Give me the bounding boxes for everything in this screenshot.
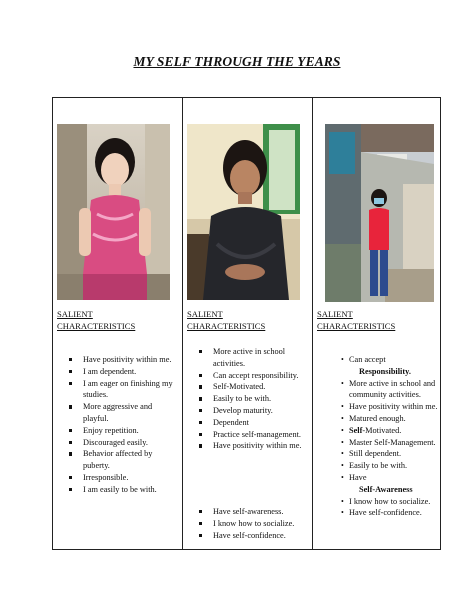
list-item: Can accept responsibility. bbox=[189, 370, 309, 382]
column-3-heading: SALIENT CHARACTERISTICS bbox=[317, 309, 396, 331]
item-text: Have bbox=[349, 472, 367, 482]
list-item: More aggressive and playful. bbox=[59, 401, 177, 425]
item-text: I know how to socialize. bbox=[349, 496, 431, 506]
list-item bbox=[341, 437, 439, 449]
column-3-list bbox=[341, 354, 439, 519]
list-item: Easily to be with. bbox=[189, 393, 309, 405]
item-text: Have self-confidence. bbox=[349, 508, 422, 518]
present-photo bbox=[325, 124, 434, 302]
column-2-list bbox=[189, 346, 309, 452]
list-item bbox=[341, 472, 439, 496]
column-teen bbox=[182, 98, 312, 549]
column-childhood bbox=[53, 98, 182, 549]
list-item: Have positivity within me. bbox=[59, 354, 177, 366]
list-item bbox=[341, 425, 439, 437]
column-2-list-b bbox=[189, 506, 309, 541]
teen-photo bbox=[187, 124, 300, 300]
column-1-list bbox=[59, 354, 177, 496]
list-item bbox=[341, 354, 439, 378]
list-item bbox=[341, 378, 439, 402]
item-text: -Motivated. bbox=[362, 425, 402, 435]
list-item: I am easily to be with. bbox=[59, 484, 177, 496]
column-present bbox=[312, 98, 440, 549]
list-item bbox=[341, 496, 439, 508]
list-item: Irresponsible. bbox=[59, 472, 177, 484]
childhood-photo bbox=[57, 124, 170, 300]
item-text: Have positivity within me. bbox=[349, 402, 438, 412]
item-text: . bbox=[408, 366, 411, 376]
item-text: More active in school and community activities. bbox=[349, 378, 436, 400]
item-text: Still dependent. bbox=[349, 449, 402, 459]
item-text: Can accept bbox=[349, 355, 386, 364]
list-item: Develop maturity. bbox=[189, 405, 309, 417]
item-text: Matured enough. bbox=[349, 413, 406, 423]
list-item bbox=[341, 507, 439, 519]
list-item: Have self-awareness. bbox=[189, 506, 309, 518]
item-bold-text: Self bbox=[349, 425, 363, 435]
list-item: I know how to socialize. bbox=[189, 518, 309, 530]
item-bold-text: Responsibility. bbox=[359, 366, 411, 376]
list-item: Practice self-management. bbox=[189, 429, 309, 441]
list-item: More active in school activities. bbox=[189, 346, 309, 370]
page-title: MY SELF THROUGH THE YEARS bbox=[133, 54, 341, 69]
list-item: Have positivity within me. bbox=[189, 440, 309, 452]
list-item: Enjoy repetition. bbox=[59, 425, 177, 437]
list-item: Self-Motivated. bbox=[189, 381, 309, 393]
list-item bbox=[341, 460, 439, 472]
column-1-heading: SALIENT CHARACTERISTICS bbox=[57, 309, 136, 331]
list-item bbox=[341, 401, 439, 413]
characteristics-table bbox=[52, 97, 441, 550]
list-item: Have self-confidence. bbox=[189, 530, 309, 542]
item-text: Easily to be with. bbox=[349, 461, 408, 471]
list-item: Discouraged easily. bbox=[59, 437, 177, 449]
item-text: Master Self-Management. bbox=[349, 437, 436, 447]
column-2-heading: SALIENT CHARACTERISTICS bbox=[187, 309, 266, 331]
list-item bbox=[341, 413, 439, 425]
list-item: I am eager on finishing my studies. bbox=[59, 378, 177, 402]
list-item: Behavior affected by puberty. bbox=[59, 448, 177, 472]
list-item bbox=[341, 448, 439, 460]
item-bold-text: Self-Awareness bbox=[359, 484, 413, 494]
list-item: Dependent bbox=[189, 417, 309, 429]
list-item: I am dependent. bbox=[59, 366, 177, 378]
